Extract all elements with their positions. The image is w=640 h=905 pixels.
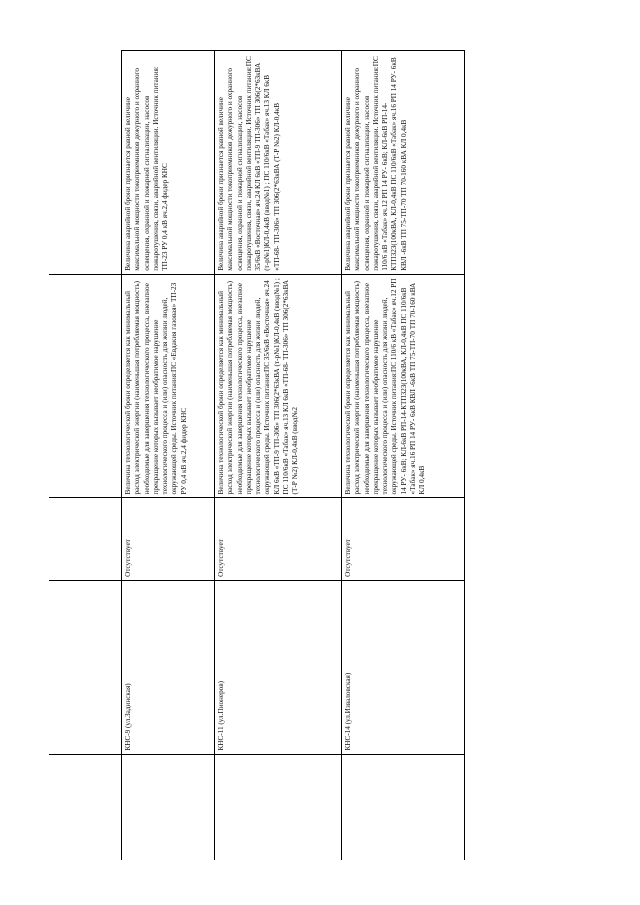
row-number-cell (342, 754, 465, 860)
table-row (215, 51, 342, 861)
status-cell: Отсутствует (122, 498, 215, 580)
reservation-table (49, 50, 465, 860)
tech-reserve-cell: Величина технологической брони определяется как минимальный расход электрической энергии (наименьшая потребляемая мощность) необходимые для завершения технологического процесса, внезапное прекращение которых вызывает необратимое нарушение технологического процесса и (или) опасность для жизни людей, окружающей среды. Источник питания:ПС 110/6 кВ «Табак» яч.12 РП 14 РУ- 6кВ; КЛ-6кВ РП-14-КТП323(100кВА, КЛ-0,4кВ ПС 110/6кВ «Табак» яч.16 РП 14 РУ- 6кВ КВЛ -6кВ ТП 75-ТП-70 ТП 70-160 кВА КЛ 0,4кВ (342, 274, 465, 498)
row-number-cell (122, 754, 215, 860)
empty-cell (49, 274, 122, 498)
emergency-reserve-cell: Величина аварийной брони признается равной величине максимальной мощности токоприемников дежурного и охранного освещения, охранной и пожарной сигнализации, насосов пожаротушения, связи, аварийной вентиляции. Источник питания:ПС 35/6кВ «Восточная» яч.24 КЛ 6кВ «ТП-9 ТП-306» ТП 306(2*63кВА (т-р№1)КЛ-0,4кВ (ввод№1) ; ПС 110/6кВ «Табак» яч.13 КЛ 6кВ «ТП-68- ТП-306» ТП 306(2*63кВА (Т-Р №2) КЛ-0,4кВ (215, 51, 342, 275)
object-name-cell: КНС-11 (ул.Пионеров) (215, 580, 342, 754)
table-row (122, 51, 215, 861)
status-cell: Отсутствует (215, 498, 342, 580)
table-row (342, 51, 465, 861)
table-row (49, 51, 122, 861)
object-name-cell: КНС-14 (ул.Изваловская) (342, 580, 465, 754)
object-name-cell: КНС-9 (ул.Задинская) (122, 580, 215, 754)
emergency-reserve-cell: Величина аварийной брони признается равной величине максимальной мощности токоприемников дежурного и охранного освещения, охранной и пожарной сигнализации, насосов пожаротушения, связи, аварийной вентиляции. Источник питания: ТП-23 РУ 0,4 кВ яч.2,4 фидер КНС (122, 51, 215, 275)
empty-cell (49, 754, 122, 860)
row-number-cell (215, 754, 342, 860)
rotated-table-container (49, 50, 459, 860)
empty-cell (49, 580, 122, 754)
emergency-reserve-cell: Величина аварийной брони признается равной величине максимальной мощности токоприемников дежурного и охранного освещения, охранной и пожарной сигнализации, насосов пожаротушения, связи, аварийной вентиляции. Источник питания:ПС 110/6 кВ «Табак» яч.12 РП 14 РУ- 6кВ; КЛ-6кВ РП-14-КТП323(100кВА, КЛ-0,4кВ ПС 110/6кВ «Табак» яч.16 РП 14 РУ- 6кВ КВЛ -6кВ ТП 75-ТП-70 ТП 70-160 кВА КЛ 0,4кВ (342, 51, 465, 275)
tech-reserve-cell: Величина технологической брони определяется как минимальный расход электрической энергии (наименьшая потребляемая мощность) необходимые для завершения технологического процесса, внезапное прекращение которых вызывает необратимое нарушение технологического процесса и (или) опасность для жизни людей, окружающей среды. Источник питания:ПС «Евдакия газовая» ТП-23 РУ 0,4 кВ яч.2,4 фидер КНС (122, 274, 215, 498)
tech-reserve-cell: Величина технологической брони определяется как минимальный расход электрической энергии (наименьшая потребляемая мощность) необходимые для завершения технологического процесса, внезапное прекращение которых вызывает необратимое нарушение технологического процесса и (или) опасность для жизни людей, окружающей среды. Источник питания:ПС 35/6кВ «Восточная» яч.24 КЛ 6кВ «ТП-9 ТП-306» ТП 306(2*63кВА (т-р№1)КЛ-0,4кВ (ввод№1) ; ПС 110/6кВ «Табак» яч.13 КЛ 6кВ «ТП-68- ТП-306» ТП 306(2*63кВА (Т-Р №2) КЛ-0,4кВ (ввод№2 (215, 274, 342, 498)
empty-cell (49, 51, 122, 275)
empty-cell (49, 498, 122, 580)
status-cell: Отсутствует (342, 498, 465, 580)
